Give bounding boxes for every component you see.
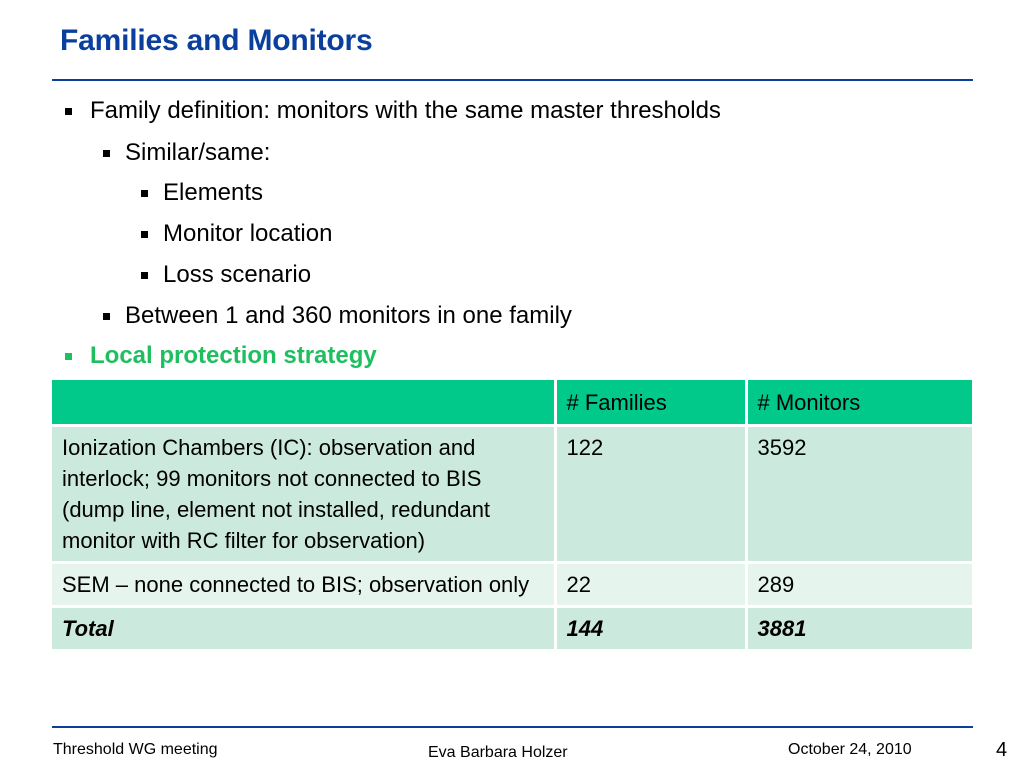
table-total-cell: Total: [52, 607, 555, 651]
table-header-cell: # Families: [555, 380, 746, 426]
bullet-text: Between 1 and 360 monitors in one family: [125, 302, 572, 329]
bullet-item: [125, 139, 270, 167]
bullet-item: [163, 179, 263, 207]
table-header-cell: # Monitors: [746, 380, 972, 426]
table-row: [52, 563, 972, 607]
page-number: 4: [996, 739, 1008, 761]
bullet-square-icon: [141, 272, 148, 279]
table-header-row: [52, 380, 972, 426]
footer-date: October 24, 2010: [788, 741, 912, 758]
bullet-square-icon: [141, 231, 148, 238]
bullet-text: Elements: [163, 179, 264, 206]
footer-author: Eva Barbara Holzer: [428, 744, 568, 761]
bullet-square-icon: [65, 108, 72, 115]
table-row: [52, 426, 972, 563]
bullet-square-icon: [141, 190, 148, 197]
bullet-text: Local protection strategy: [90, 342, 377, 369]
bullet-text: Family definition: monitors with the same master thresholds: [90, 97, 721, 124]
table-header-cell: [52, 380, 555, 426]
bullet-text: Similar/same:: [125, 139, 271, 166]
bullet-item: [163, 261, 311, 289]
slide-title: Families and Monitors: [60, 24, 373, 57]
footer-meeting: Threshold WG meeting: [53, 741, 218, 758]
families-monitors-table: [52, 380, 972, 652]
bullet-square-icon: [103, 313, 110, 320]
table-cell: 289: [746, 563, 972, 607]
bullet-item-highlight: [90, 342, 377, 370]
footer-divider: [52, 726, 973, 728]
table-cell: Ionization Chambers (IC): observation and interlock; 99 monitors not connected to BIS (dump line, element not installed, redundant monitor with RC filter for observation): [52, 426, 555, 563]
bullet-item: [163, 220, 332, 248]
table-total-row: [52, 607, 972, 651]
title-divider: [52, 79, 973, 81]
bullet-item: [125, 302, 572, 330]
table-total-cell: 144: [555, 607, 746, 651]
table-cell: 122: [555, 426, 746, 563]
bullet-square-icon: [103, 150, 110, 157]
bullet-item: [90, 97, 721, 125]
table-cell: SEM – none connected to BIS; observation only: [52, 563, 555, 607]
table-total-cell: 3881: [746, 607, 972, 651]
bullet-text: Loss scenario: [163, 261, 312, 288]
bullet-square-icon: [65, 353, 72, 360]
table-cell: 22: [555, 563, 746, 607]
table-cell: 3592: [746, 426, 972, 563]
bullet-text: Monitor location: [163, 220, 333, 247]
